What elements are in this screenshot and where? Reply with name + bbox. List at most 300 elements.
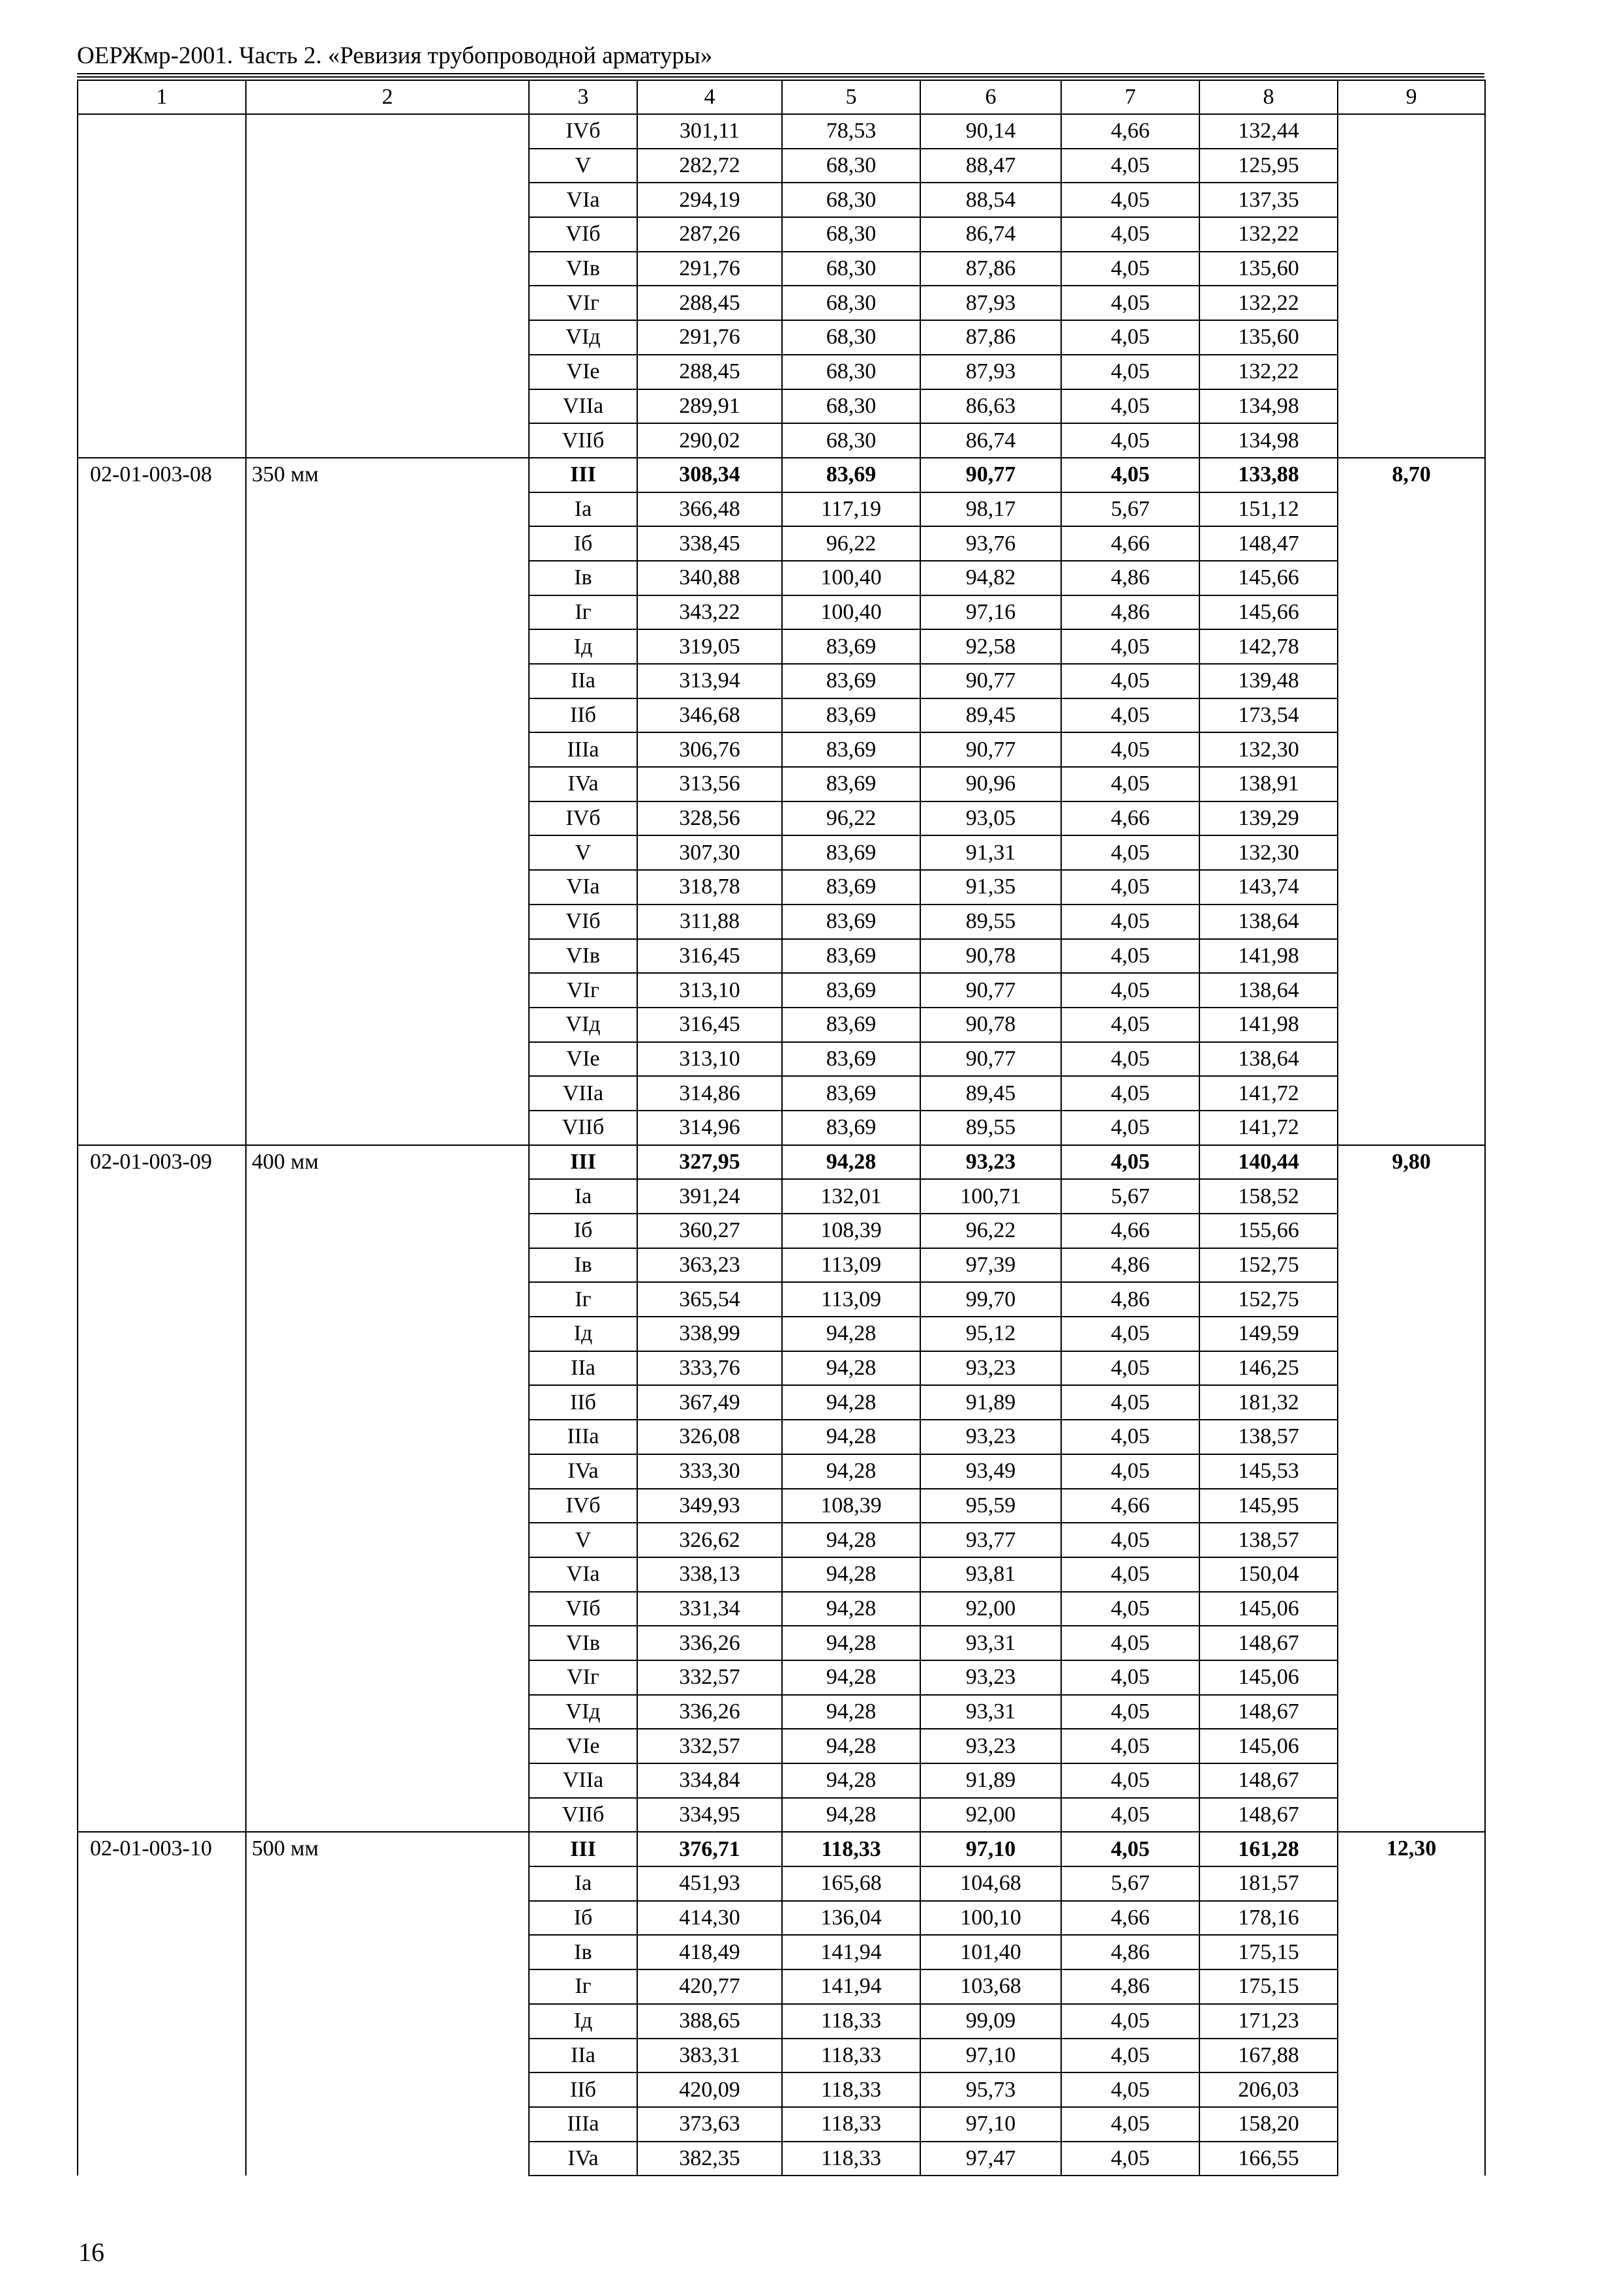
- value-col-5: 94,28: [782, 1557, 920, 1592]
- value-col-8: 145,53: [1199, 1454, 1338, 1489]
- column-number-row: [78, 80, 1485, 114]
- value-col-4: 319,05: [637, 629, 782, 664]
- value-col-4: 363,23: [637, 1248, 782, 1283]
- value-col-6: 86,74: [920, 217, 1061, 252]
- value-col-7: 4,05: [1061, 1111, 1199, 1145]
- column-number: 9: [1338, 80, 1485, 114]
- value-col-4: 367,49: [637, 1385, 782, 1420]
- value-col-8: 133,88: [1199, 458, 1338, 492]
- class-cell: Ia: [529, 1866, 637, 1901]
- value-col-4: 420,77: [637, 1969, 782, 2004]
- value-col-5: 165,68: [782, 1866, 920, 1901]
- value-col-6: 93,23: [920, 1351, 1061, 1386]
- value-col-5: 94,28: [782, 1420, 920, 1454]
- class-cell: IIб: [529, 2072, 637, 2107]
- value-col-5: 68,30: [782, 423, 920, 458]
- value-col-8: 140,44: [1199, 1145, 1338, 1180]
- value-col-7: 4,05: [1061, 1832, 1199, 1866]
- value-col-4: 349,93: [637, 1489, 782, 1523]
- value-col-7: 4,05: [1061, 149, 1199, 183]
- value-col-4: 313,10: [637, 973, 782, 1008]
- class-cell: Iв: [529, 1248, 637, 1283]
- value-col-6: 92,00: [920, 1592, 1061, 1626]
- class-cell: III: [529, 1832, 637, 1866]
- value-col-6: 89,45: [920, 698, 1061, 733]
- value-col-7: 4,05: [1061, 217, 1199, 252]
- value-col-6: 101,40: [920, 1935, 1061, 1969]
- class-cell: IVб: [529, 801, 637, 836]
- value-col-8: 181,57: [1199, 1866, 1338, 1901]
- table-row: [78, 1832, 1485, 1866]
- value-col-7: 4,05: [1061, 1523, 1199, 1557]
- value-col-4: 326,62: [637, 1523, 782, 1557]
- class-cell: Ia: [529, 1179, 637, 1214]
- column-number: 6: [920, 80, 1061, 114]
- class-cell: VIв: [529, 939, 637, 974]
- value-col-7: 4,05: [1061, 732, 1199, 767]
- value-col-6: 93,23: [920, 1660, 1061, 1695]
- value-col-8: 138,64: [1199, 905, 1338, 939]
- value-col-5: 83,69: [782, 732, 920, 767]
- value-col-4: 334,95: [637, 1798, 782, 1833]
- header-rule: [77, 73, 1484, 78]
- value-col-8: 152,75: [1199, 1248, 1338, 1283]
- class-cell: VIг: [529, 973, 637, 1008]
- value-col-6: 93,81: [920, 1557, 1061, 1592]
- class-cell: VIe: [529, 1042, 637, 1077]
- value-col-5: 94,28: [782, 1798, 920, 1833]
- value-col-4: 418,49: [637, 1935, 782, 1969]
- value-col-8: 148,67: [1199, 1763, 1338, 1798]
- value-col-7: 4,05: [1061, 1798, 1199, 1833]
- value-col-6: 86,63: [920, 389, 1061, 424]
- class-cell: IVб: [529, 1489, 637, 1523]
- value-col-5: 141,94: [782, 1935, 920, 1969]
- table-body: [78, 114, 1485, 2176]
- value-col-7: 4,86: [1061, 561, 1199, 595]
- value-col-6: 97,10: [920, 2039, 1061, 2073]
- value-col-6: 89,55: [920, 1111, 1061, 1145]
- value-col-6: 90,96: [920, 767, 1061, 801]
- value-col-4: 365,54: [637, 1282, 782, 1317]
- value-col-5: 83,69: [782, 939, 920, 974]
- value-col-6: 93,49: [920, 1454, 1061, 1489]
- value-col-6: 90,78: [920, 1008, 1061, 1042]
- value-col-8: 138,91: [1199, 767, 1338, 801]
- class-cell: IVб: [529, 114, 637, 149]
- value-col-8: 138,57: [1199, 1420, 1338, 1454]
- value-col-5: 94,28: [782, 1385, 920, 1420]
- value-col-5: 94,28: [782, 1523, 920, 1557]
- class-cell: Iб: [529, 1901, 637, 1936]
- class-cell: III: [529, 1145, 637, 1180]
- value-col-7: 4,05: [1061, 1660, 1199, 1695]
- value-col-6: 90,77: [920, 1042, 1061, 1077]
- value-col-7: 4,05: [1061, 1145, 1199, 1180]
- value-col-6: 90,77: [920, 664, 1061, 698]
- value-col-5: 68,30: [782, 252, 920, 286]
- value-col-6: 89,45: [920, 1076, 1061, 1111]
- value-col-5: 94,28: [782, 1660, 920, 1695]
- value-col-8: 135,60: [1199, 320, 1338, 355]
- value-col-5: 118,33: [782, 2072, 920, 2107]
- value-col-7: 4,05: [1061, 767, 1199, 801]
- value-col-7: 4,05: [1061, 286, 1199, 320]
- value-col-4: 282,72: [637, 149, 782, 183]
- value-col-6: 99,09: [920, 2004, 1061, 2039]
- value-col-7: 4,05: [1061, 2072, 1199, 2107]
- class-cell: Iб: [529, 526, 637, 561]
- value-col-6: 88,47: [920, 149, 1061, 183]
- value-col-6: 97,39: [920, 1248, 1061, 1283]
- value-col-7: 4,05: [1061, 870, 1199, 905]
- value-col-6: 93,23: [920, 1729, 1061, 1763]
- value-col-8: 148,67: [1199, 1626, 1338, 1660]
- value-col-5: 83,69: [782, 629, 920, 664]
- class-cell: VIa: [529, 870, 637, 905]
- value-col-8: 132,30: [1199, 732, 1338, 767]
- class-cell: VIIa: [529, 389, 637, 424]
- value-col-7: 4,05: [1061, 2004, 1199, 2039]
- value-col-6: 95,59: [920, 1489, 1061, 1523]
- value-col-8: 141,72: [1199, 1111, 1338, 1145]
- value-col-8: 138,57: [1199, 1523, 1338, 1557]
- value-col-4: 451,93: [637, 1866, 782, 1901]
- value-col-6: 92,00: [920, 1798, 1061, 1833]
- class-cell: Iг: [529, 595, 637, 630]
- value-col-5: 108,39: [782, 1214, 920, 1248]
- class-cell: VIIa: [529, 1763, 637, 1798]
- value-col-8: 143,74: [1199, 870, 1338, 905]
- value-col-5: 94,28: [782, 1626, 920, 1660]
- value-col-8: 146,25: [1199, 1351, 1338, 1386]
- value-col-4: 338,13: [637, 1557, 782, 1592]
- value-col-5: 83,69: [782, 870, 920, 905]
- column-number: 4: [637, 80, 782, 114]
- value-col-5: 83,69: [782, 1111, 920, 1145]
- value-col-8: 158,20: [1199, 2107, 1338, 2142]
- value-col-5: 68,30: [782, 149, 920, 183]
- class-cell: VIб: [529, 905, 637, 939]
- value-col-8: 141,98: [1199, 1008, 1338, 1042]
- value-col-8: 145,66: [1199, 561, 1338, 595]
- value-col-5: 68,30: [782, 217, 920, 252]
- value-col-4: 313,56: [637, 767, 782, 801]
- value-col-4: 313,94: [637, 664, 782, 698]
- value-col-8: 141,98: [1199, 939, 1338, 974]
- value-col-7: 4,66: [1061, 801, 1199, 836]
- value-col-6: 94,82: [920, 561, 1061, 595]
- value-col-7: 4,05: [1061, 664, 1199, 698]
- value-col-7: 4,05: [1061, 1454, 1199, 1489]
- value-col-6: 93,31: [920, 1695, 1061, 1729]
- class-cell: VIг: [529, 286, 637, 320]
- column-number: 8: [1199, 80, 1338, 114]
- item-size: 350 мм: [246, 458, 529, 1145]
- value-col-6: 96,22: [920, 1214, 1061, 1248]
- class-cell: Iв: [529, 1935, 637, 1969]
- value-col-6: 89,55: [920, 905, 1061, 939]
- value-col-5: 83,69: [782, 767, 920, 801]
- value-col-4: 311,88: [637, 905, 782, 939]
- value-col-8: 145,06: [1199, 1660, 1338, 1695]
- class-cell: V: [529, 835, 637, 870]
- value-col-5: 78,53: [782, 114, 920, 149]
- value-col-4: 414,30: [637, 1901, 782, 1936]
- value-col-7: 4,86: [1061, 1248, 1199, 1283]
- value-col-4: 314,96: [637, 1111, 782, 1145]
- class-cell: Ia: [529, 492, 637, 527]
- value-col-5: 94,28: [782, 1351, 920, 1386]
- value-col-5: 94,28: [782, 1145, 920, 1180]
- value-col-4: 336,26: [637, 1695, 782, 1729]
- value-col-5: 113,09: [782, 1248, 920, 1283]
- value-col-8: 145,06: [1199, 1592, 1338, 1626]
- value-col-7: 4,05: [1061, 939, 1199, 974]
- value-col-8: 155,66: [1199, 1214, 1338, 1248]
- value-col-6: 100,10: [920, 1901, 1061, 1936]
- value-col-4: 340,88: [637, 561, 782, 595]
- value-col-8: 145,95: [1199, 1489, 1338, 1523]
- value-col-7: 4,05: [1061, 1317, 1199, 1351]
- value-col-7: 4,86: [1061, 595, 1199, 630]
- value-col-9: [1338, 114, 1485, 458]
- class-cell: V: [529, 149, 637, 183]
- value-col-5: 108,39: [782, 1489, 920, 1523]
- value-col-6: 91,35: [920, 870, 1061, 905]
- class-cell: Iд: [529, 1317, 637, 1351]
- value-col-8: 161,28: [1199, 1832, 1338, 1866]
- value-col-9: 9,80: [1338, 1145, 1485, 1833]
- item-code: 02-01-003-10: [78, 1832, 246, 2176]
- value-col-4: 338,45: [637, 526, 782, 561]
- value-col-4: 382,35: [637, 2142, 782, 2176]
- value-col-5: 94,28: [782, 1592, 920, 1626]
- value-col-5: 100,40: [782, 595, 920, 630]
- value-col-5: 94,28: [782, 1695, 920, 1729]
- value-col-9: 12,30: [1338, 1832, 1485, 2176]
- column-number: 7: [1061, 80, 1199, 114]
- value-col-8: 134,98: [1199, 389, 1338, 424]
- value-col-4: 420,09: [637, 2072, 782, 2107]
- value-col-8: 132,30: [1199, 835, 1338, 870]
- value-col-6: 104,68: [920, 1866, 1061, 1901]
- value-col-7: 4,66: [1061, 1489, 1199, 1523]
- class-cell: VIг: [529, 1660, 637, 1695]
- value-col-6: 91,89: [920, 1385, 1061, 1420]
- value-col-6: 93,05: [920, 801, 1061, 836]
- value-col-5: 94,28: [782, 1454, 920, 1489]
- value-col-6: 93,76: [920, 526, 1061, 561]
- value-col-7: 4,66: [1061, 526, 1199, 561]
- value-col-6: 91,89: [920, 1763, 1061, 1798]
- value-col-8: 148,67: [1199, 1798, 1338, 1833]
- value-col-4: 346,68: [637, 698, 782, 733]
- value-col-4: 308,34: [637, 458, 782, 492]
- value-col-7: 4,66: [1061, 1214, 1199, 1248]
- value-col-5: 83,69: [782, 1042, 920, 1077]
- value-col-4: 331,34: [637, 1592, 782, 1626]
- value-col-5: 141,94: [782, 1969, 920, 2004]
- value-col-5: 68,30: [782, 286, 920, 320]
- value-col-4: 291,76: [637, 252, 782, 286]
- value-col-6: 90,77: [920, 973, 1061, 1008]
- value-col-7: 4,05: [1061, 835, 1199, 870]
- value-col-7: 4,05: [1061, 905, 1199, 939]
- value-col-8: 151,12: [1199, 492, 1338, 527]
- value-col-6: 100,71: [920, 1179, 1061, 1214]
- value-col-4: 314,86: [637, 1076, 782, 1111]
- value-col-5: 83,69: [782, 664, 920, 698]
- value-col-7: 5,67: [1061, 1866, 1199, 1901]
- class-cell: IVa: [529, 2142, 637, 2176]
- value-col-6: 97,16: [920, 595, 1061, 630]
- value-col-6: 95,73: [920, 2072, 1061, 2107]
- value-col-5: 83,69: [782, 1008, 920, 1042]
- class-cell: VIд: [529, 1695, 637, 1729]
- value-col-4: 288,45: [637, 355, 782, 389]
- value-col-7: 4,05: [1061, 1626, 1199, 1660]
- class-cell: IIIa: [529, 732, 637, 767]
- value-col-4: 360,27: [637, 1214, 782, 1248]
- value-col-4: 376,71: [637, 1832, 782, 1866]
- column-number: 1: [78, 80, 246, 114]
- class-cell: Iб: [529, 1214, 637, 1248]
- value-col-5: 83,69: [782, 698, 920, 733]
- value-col-8: 142,78: [1199, 629, 1338, 664]
- value-col-7: 4,86: [1061, 1935, 1199, 1969]
- item-code: [78, 114, 246, 458]
- value-col-4: 328,56: [637, 801, 782, 836]
- value-col-8: 145,66: [1199, 595, 1338, 630]
- value-col-6: 98,17: [920, 492, 1061, 527]
- value-col-6: 91,31: [920, 835, 1061, 870]
- value-col-5: 68,30: [782, 389, 920, 424]
- value-col-5: 118,33: [782, 2107, 920, 2142]
- value-col-5: 117,19: [782, 492, 920, 527]
- class-cell: VIIa: [529, 1076, 637, 1111]
- value-col-6: 87,93: [920, 286, 1061, 320]
- value-col-8: 139,48: [1199, 664, 1338, 698]
- class-cell: IIб: [529, 1385, 637, 1420]
- value-col-7: 4,05: [1061, 355, 1199, 389]
- value-col-4: 290,02: [637, 423, 782, 458]
- value-col-7: 4,66: [1061, 1901, 1199, 1936]
- item-size: 500 мм: [246, 1832, 529, 2176]
- value-col-8: 166,55: [1199, 2142, 1338, 2176]
- class-cell: IVa: [529, 767, 637, 801]
- value-col-6: 90,77: [920, 732, 1061, 767]
- value-col-5: 136,04: [782, 1901, 920, 1936]
- item-size: 400 мм: [246, 1145, 529, 1833]
- value-col-8: 148,67: [1199, 1695, 1338, 1729]
- value-col-4: 289,91: [637, 389, 782, 424]
- value-col-7: 4,05: [1061, 423, 1199, 458]
- value-col-4: 391,24: [637, 1179, 782, 1214]
- value-col-6: 86,74: [920, 423, 1061, 458]
- value-col-6: 90,77: [920, 458, 1061, 492]
- value-col-6: 97,47: [920, 2142, 1061, 2176]
- value-col-8: 158,52: [1199, 1179, 1338, 1214]
- value-col-8: 150,04: [1199, 1557, 1338, 1592]
- value-col-8: 152,75: [1199, 1282, 1338, 1317]
- table-row: [78, 114, 1485, 149]
- class-cell: VIIб: [529, 423, 637, 458]
- value-col-7: 5,67: [1061, 1179, 1199, 1214]
- value-col-5: 118,33: [782, 2004, 920, 2039]
- value-col-5: 118,33: [782, 2039, 920, 2073]
- value-col-4: 287,26: [637, 217, 782, 252]
- page-number: 16: [78, 2237, 104, 2267]
- item-size: [246, 114, 529, 458]
- class-cell: IIIa: [529, 1420, 637, 1454]
- value-col-6: 93,31: [920, 1626, 1061, 1660]
- value-col-6: 99,70: [920, 1282, 1061, 1317]
- class-cell: Iд: [529, 2004, 637, 2039]
- value-col-4: 388,65: [637, 2004, 782, 2039]
- value-col-7: 4,05: [1061, 1420, 1199, 1454]
- class-cell: IIa: [529, 1351, 637, 1386]
- value-col-9: 8,70: [1338, 458, 1485, 1145]
- class-cell: IVa: [529, 1454, 637, 1489]
- item-code: 02-01-003-08: [78, 458, 246, 1145]
- value-col-4: 316,45: [637, 939, 782, 974]
- value-col-5: 94,28: [782, 1317, 920, 1351]
- class-cell: V: [529, 1523, 637, 1557]
- value-col-4: 294,19: [637, 183, 782, 217]
- class-cell: VIд: [529, 320, 637, 355]
- value-col-4: 288,45: [637, 286, 782, 320]
- value-col-5: 83,69: [782, 905, 920, 939]
- value-col-8: 167,88: [1199, 2039, 1338, 2073]
- class-cell: IIб: [529, 698, 637, 733]
- value-col-7: 5,67: [1061, 492, 1199, 527]
- value-col-5: 100,40: [782, 561, 920, 595]
- value-col-8: 138,64: [1199, 1042, 1338, 1077]
- value-col-6: 92,58: [920, 629, 1061, 664]
- value-col-7: 4,05: [1061, 1729, 1199, 1763]
- class-cell: IIa: [529, 2039, 637, 2073]
- value-col-5: 83,69: [782, 1076, 920, 1111]
- value-col-7: 4,86: [1061, 1282, 1199, 1317]
- value-col-8: 132,22: [1199, 355, 1338, 389]
- value-col-7: 4,05: [1061, 1592, 1199, 1626]
- class-cell: VIв: [529, 252, 637, 286]
- value-col-8: 145,06: [1199, 1729, 1338, 1763]
- value-col-6: 90,78: [920, 939, 1061, 974]
- value-col-8: 178,16: [1199, 1901, 1338, 1936]
- value-col-8: 206,03: [1199, 2072, 1338, 2107]
- class-cell: IIIa: [529, 2107, 637, 2142]
- class-cell: VIa: [529, 183, 637, 217]
- column-number: 5: [782, 80, 920, 114]
- document-title: ОЕРЖмр-2001. Часть 2. «Ревизия трубопроводной арматуры»: [77, 42, 713, 69]
- value-col-7: 4,05: [1061, 1042, 1199, 1077]
- value-col-7: 4,05: [1061, 389, 1199, 424]
- value-col-6: 97,10: [920, 1832, 1061, 1866]
- value-col-7: 4,05: [1061, 320, 1199, 355]
- value-col-6: 87,86: [920, 252, 1061, 286]
- value-col-7: 4,05: [1061, 1351, 1199, 1386]
- class-cell: VIe: [529, 1729, 637, 1763]
- value-col-8: 137,35: [1199, 183, 1338, 217]
- class-cell: VIд: [529, 1008, 637, 1042]
- value-col-7: 4,05: [1061, 973, 1199, 1008]
- value-col-4: 334,84: [637, 1763, 782, 1798]
- class-cell: VIб: [529, 1592, 637, 1626]
- value-col-7: 4,86: [1061, 1969, 1199, 2004]
- value-col-5: 96,22: [782, 526, 920, 561]
